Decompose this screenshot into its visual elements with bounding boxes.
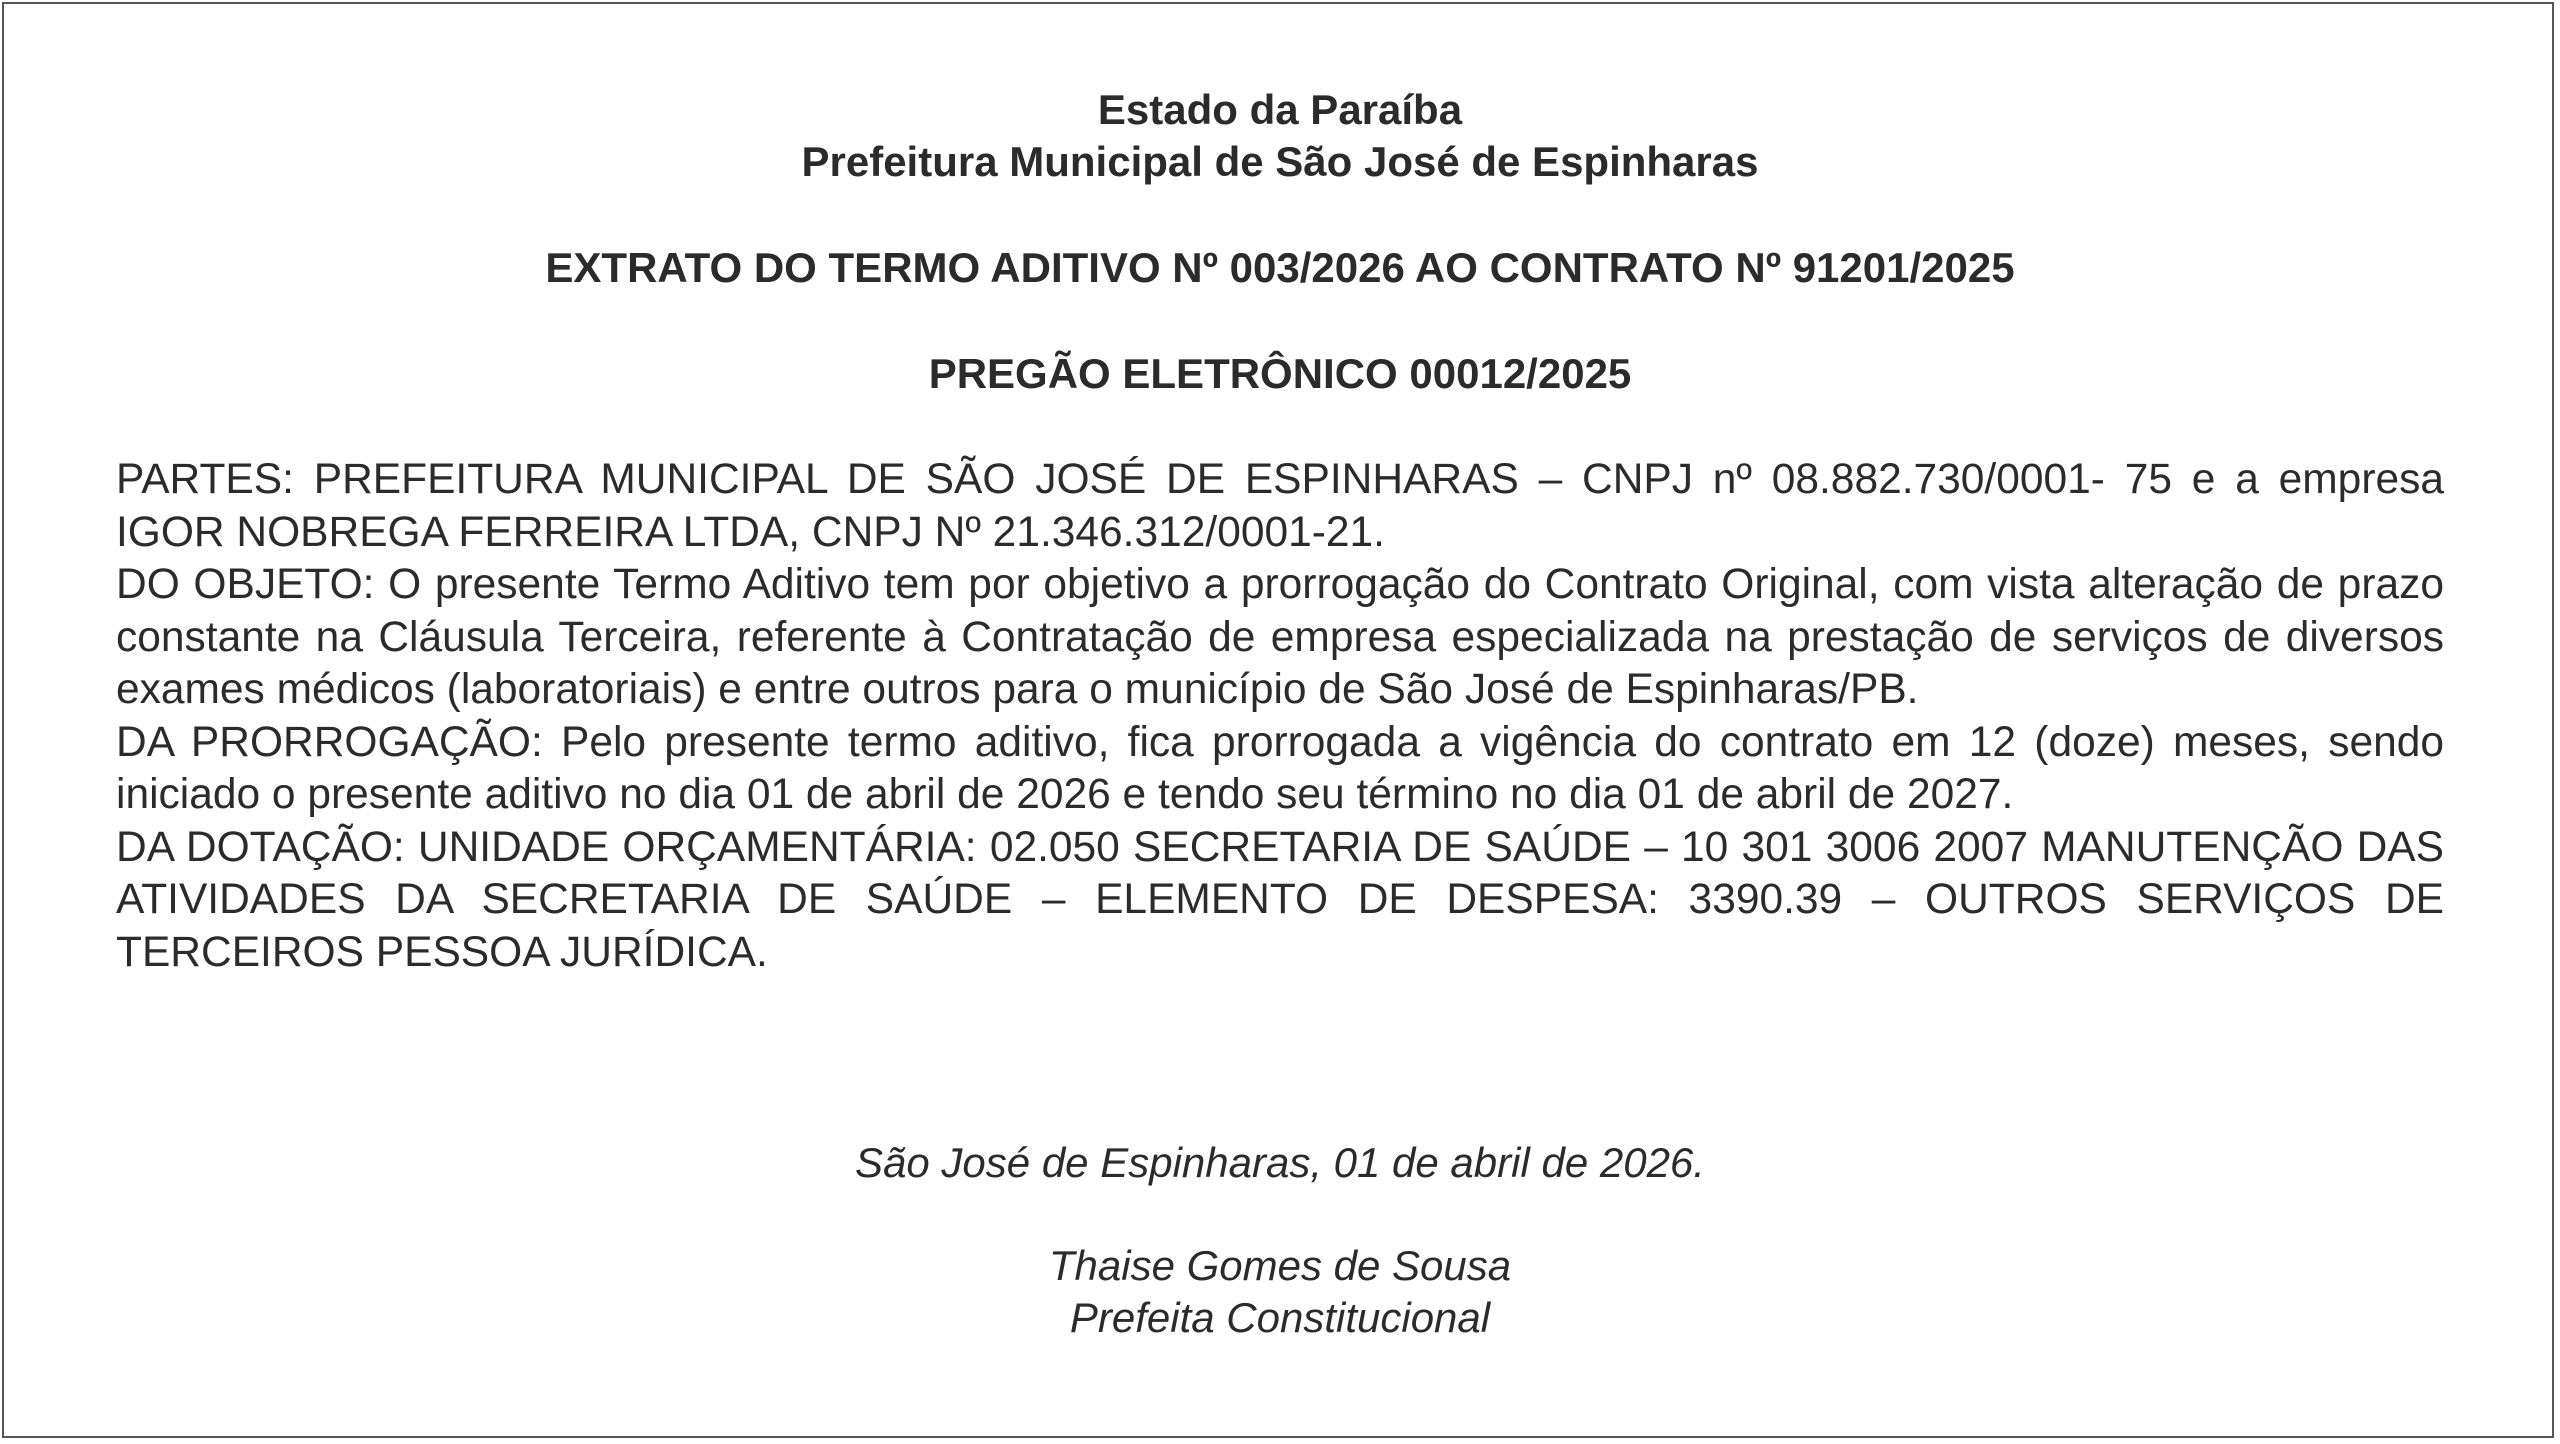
signer-name: Thaise Gomes de Sousa bbox=[1048, 1242, 1512, 1289]
signature-block bbox=[116, 1240, 2444, 1344]
document-title: EXTRATO DO TERMO ADITIVO Nº 003/2026 AO CONTRATO Nº 91201/2025 bbox=[545, 244, 2015, 291]
signer-role: Prefeita Constitucional bbox=[1069, 1294, 1491, 1341]
partes-paragraph: PARTES: PREFEITURA MUNICIPAL DE SÃO JOSÉ DE ESPINHARAS – CNPJ nº 08.882.730/0001- 75 e a empresa IGOR NOBREGA FERREIRA LTDA, CNPJ Nº 21.346.312/0001-21. bbox=[116, 456, 2444, 556]
place-date: São José de Espinharas, 01 de abril de 2026. bbox=[855, 1139, 1705, 1186]
municipality-heading: Prefeitura Municipal de São José de Espinharas bbox=[801, 138, 1759, 185]
objeto-paragraph: DO OBJETO: O presente Termo Aditivo tem por objetivo a prorrogação do Contrato Original, com vista alteração de prazo constante na Cláusula Terceira, referente à Contratação de empresa especializada na prestação de serviços de diversos exames médicos (laboratoriais) e entre outros para o município de São José de Espinharas/PB. bbox=[116, 561, 2444, 713]
document-content bbox=[116, 84, 2444, 979]
dotacao-paragraph: DA DOTAÇÃO: UNIDADE ORÇAMENTÁRIA: 02.050 SECRETARIA DE SAÚDE – 10 301 3006 2007 MANUTENÇÃO DAS ATIVIDADES DA SECRETARIA DE SAÚDE – ELEMENTO DE DESPESA: 3390.39 – OUTROS SERVIÇOS DE TERCEIROS PESSOA JURÍDICA. bbox=[116, 823, 2444, 976]
procurement-heading: PREGÃO ELETRÔNICO 00012/2025 bbox=[928, 350, 1632, 397]
prorrogacao-paragraph: DA PRORROGAÇÃO: Pelo presente termo aditivo, fica prorrogada a vigência do contrato em 12 (doze) meses, sendo iniciado o presente aditivo no dia 01 de abril de 2026 e tendo seu término no dia 01 de abril de 2027. bbox=[116, 718, 2444, 818]
document-body bbox=[116, 454, 2444, 979]
state-heading: Estado da Paraíba bbox=[1097, 86, 1463, 133]
